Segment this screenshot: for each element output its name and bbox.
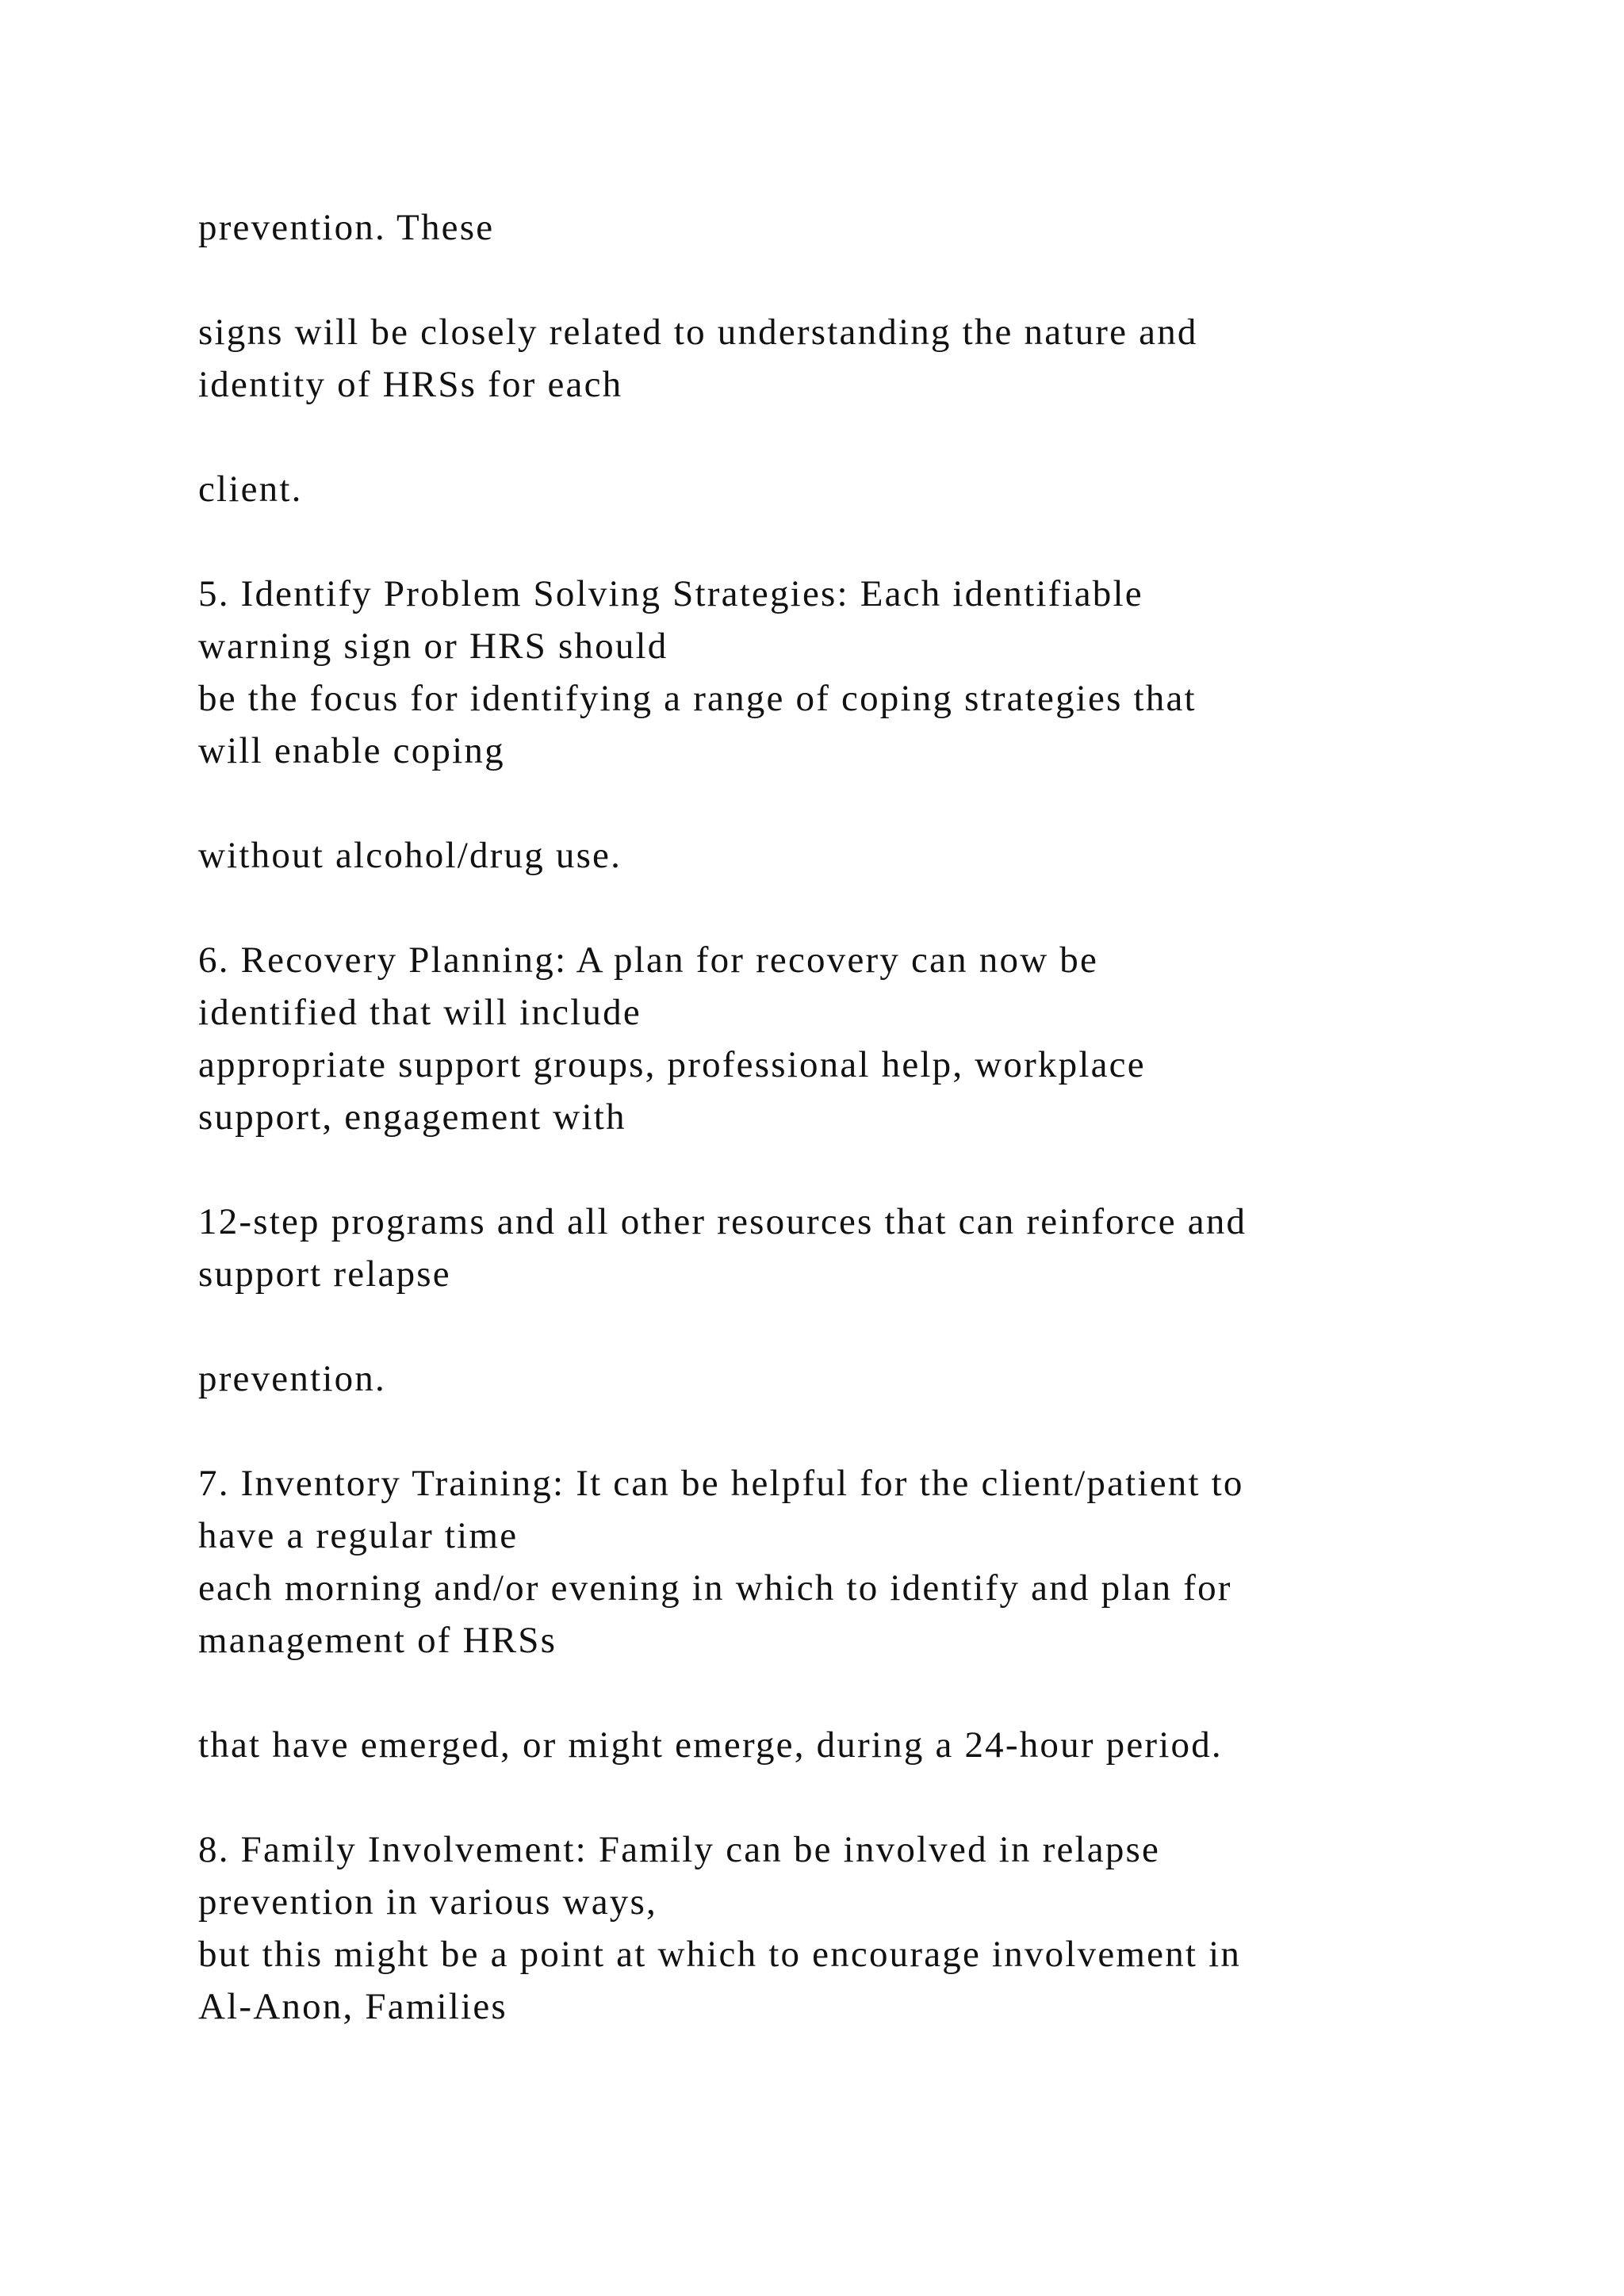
paragraph-gap [198, 411, 1546, 463]
text-line: client. [198, 469, 303, 510]
paragraph-gap [198, 1405, 1546, 1457]
text-line: appropriate support groups, professional help, workplace [198, 1044, 1146, 1085]
text-line: prevention. These [198, 207, 495, 248]
paragraph-gap [198, 1771, 1546, 1823]
paragraph-gap [198, 1143, 1546, 1196]
text-line: without alcohol/drug use. [198, 835, 622, 876]
paragraph-gap [198, 254, 1546, 306]
text-line: 8. Family Involvement: Family can be involved in relapse [198, 1829, 1161, 1870]
paragraph-gap [198, 515, 1546, 568]
text-line: Al-Anon, Families [198, 1986, 508, 2027]
paragraph-gap [198, 882, 1546, 934]
text-line: identified that will include [198, 992, 642, 1033]
text-line: 12-step programs and all other resources that can reinforce and [198, 1201, 1247, 1242]
paragraph-gap [198, 1300, 1546, 1353]
paragraph-gap [198, 777, 1546, 829]
text-line: warning sign or HRS should [198, 626, 668, 667]
text-line: support relapse [198, 1253, 451, 1295]
text-line: 6. Recovery Planning: A plan for recovery can now be [198, 939, 1099, 981]
text-line: identity of HRSs for each [198, 364, 623, 405]
text-line: will enable coping [198, 730, 505, 771]
text-line: prevention. [198, 1358, 386, 1399]
paragraph-gap [198, 1667, 1546, 1719]
text-line: but this might be a point at which to encourage involvement in [198, 1934, 1242, 1975]
text-line: management of HRSs [198, 1620, 557, 1661]
text-line: be the focus for identifying a range of coping strategies that [198, 678, 1197, 719]
text-line: each morning and/or evening in which to identify and plan for [198, 1567, 1232, 1609]
text-line: have a regular time [198, 1515, 519, 1556]
text-line: that have emerged, or might emerge, during a 24-hour period. [198, 1724, 1223, 1766]
text-line: 5. Identify Problem Solving Strategies: Each identifiable [198, 573, 1143, 614]
text-line: 7. Inventory Training: It can be helpful for the client/patient to [198, 1463, 1244, 1504]
text-line: support, engagement with [198, 1096, 626, 1138]
document-body [198, 201, 1546, 2033]
text-line: signs will be closely related to understanding the nature and [198, 312, 1198, 353]
text-line: prevention in various ways, [198, 1881, 657, 1923]
